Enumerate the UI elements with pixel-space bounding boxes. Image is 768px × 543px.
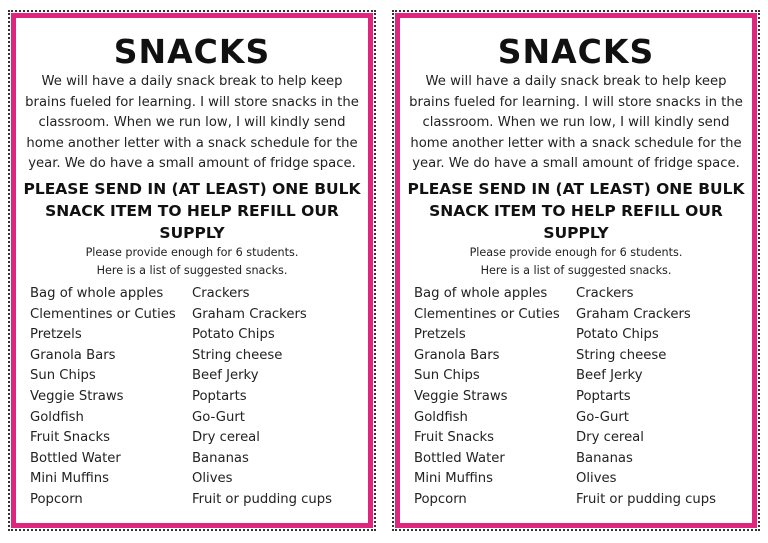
snack-item: Fruit or pudding cups	[576, 491, 717, 507]
snack-item: Goldfish	[414, 409, 468, 425]
snack-item: Bottled Water	[414, 450, 505, 466]
note-line-1: Please provide enough for 6 students.	[469, 245, 683, 259]
snack-list-column-1	[30, 284, 192, 511]
snack-item: Olives	[576, 471, 617, 487]
snack-item: Mini Muffins	[414, 471, 493, 487]
instructions-note	[22, 244, 362, 280]
snack-item: Bananas	[576, 450, 633, 466]
request-line-1: PLEASE SEND IN (AT LEAST) ONE BULK	[407, 179, 745, 198]
snack-item: Veggie Straws	[414, 388, 508, 404]
note-line-2: Here is a list of suggested snacks.	[96, 263, 288, 277]
note-line-1: Please provide enough for 6 students.	[85, 245, 299, 259]
card-title: SNACKS	[497, 32, 655, 71]
snack-item: Mini Muffins	[30, 471, 109, 487]
snack-item: Bananas	[192, 450, 249, 466]
snack-item: Beef Jerky	[192, 368, 259, 384]
snack-list-column-1	[414, 284, 576, 511]
request-line-2: SNACK ITEM TO HELP REFILL OUR SUPPLY	[45, 201, 339, 242]
snack-item: Bottled Water	[30, 450, 121, 466]
snack-item: Graham Crackers	[576, 306, 691, 322]
note-line-2: Here is a list of suggested snacks.	[480, 263, 672, 277]
snack-item: Poptarts	[576, 388, 631, 404]
snack-item: Go-Gurt	[192, 409, 245, 425]
snack-item: Fruit Snacks	[30, 430, 110, 446]
snack-item: Bag of whole apples	[30, 286, 164, 301]
snack-item: Goldfish	[30, 409, 84, 425]
snack-item: Pretzels	[414, 327, 466, 343]
snack-item: Granola Bars	[30, 347, 116, 363]
snack-lists	[30, 284, 362, 511]
snack-item: Granola Bars	[414, 347, 500, 363]
snack-item: Veggie Straws	[30, 388, 124, 404]
snack-card-right	[395, 13, 757, 528]
snack-item: Beef Jerky	[576, 368, 643, 384]
request-heading	[406, 178, 746, 244]
request-heading	[22, 178, 362, 244]
snack-card-left	[11, 13, 373, 528]
snack-item: String cheese	[576, 347, 667, 363]
snack-item: Clementines or Cuties	[30, 306, 176, 322]
intro-paragraph: We will have a daily snack break to help keep brains fueled for learning. I will store snacks in the classroom. When we run low, I will kindly send home another letter with a snack schedule for the year. We do have a small amount of fridge space.	[409, 74, 743, 172]
snack-item: Popcorn	[414, 491, 467, 507]
snack-item: Sun Chips	[30, 368, 96, 384]
snack-item: Crackers	[576, 286, 634, 301]
card-title: SNACKS	[113, 32, 271, 71]
snack-item: Fruit or pudding cups	[192, 491, 333, 507]
snack-item: Olives	[192, 471, 233, 487]
snack-item: Pretzels	[30, 327, 82, 343]
snack-item: String cheese	[192, 347, 283, 363]
snack-item: Clementines or Cuties	[414, 306, 560, 322]
request-line-1: PLEASE SEND IN (AT LEAST) ONE BULK	[23, 179, 361, 198]
request-line-2: SNACK ITEM TO HELP REFILL OUR SUPPLY	[429, 201, 723, 242]
snack-item: Bag of whole apples	[414, 286, 548, 301]
snack-list-column-2	[576, 284, 716, 511]
snack-lists	[414, 284, 746, 511]
snack-item: Popcorn	[30, 491, 83, 507]
snack-item: Dry cereal	[576, 430, 644, 446]
intro-paragraph: We will have a daily snack break to help keep brains fueled for learning. I will store snacks in the classroom. When we run low, I will kindly send home another letter with a snack schedule for the year. We do have a small amount of fridge space.	[25, 74, 359, 172]
snack-item: Sun Chips	[414, 368, 480, 384]
instructions-note	[406, 244, 746, 280]
snack-item: Dry cereal	[192, 430, 260, 446]
snack-item: Fruit Snacks	[414, 430, 494, 446]
snack-item: Potato Chips	[192, 327, 275, 343]
snack-item: Crackers	[192, 286, 250, 301]
snack-item: Go-Gurt	[576, 409, 629, 425]
snack-list-column-2	[192, 284, 332, 511]
snack-item: Graham Crackers	[192, 306, 307, 322]
snack-item: Potato Chips	[576, 327, 659, 343]
snack-item: Poptarts	[192, 388, 247, 404]
